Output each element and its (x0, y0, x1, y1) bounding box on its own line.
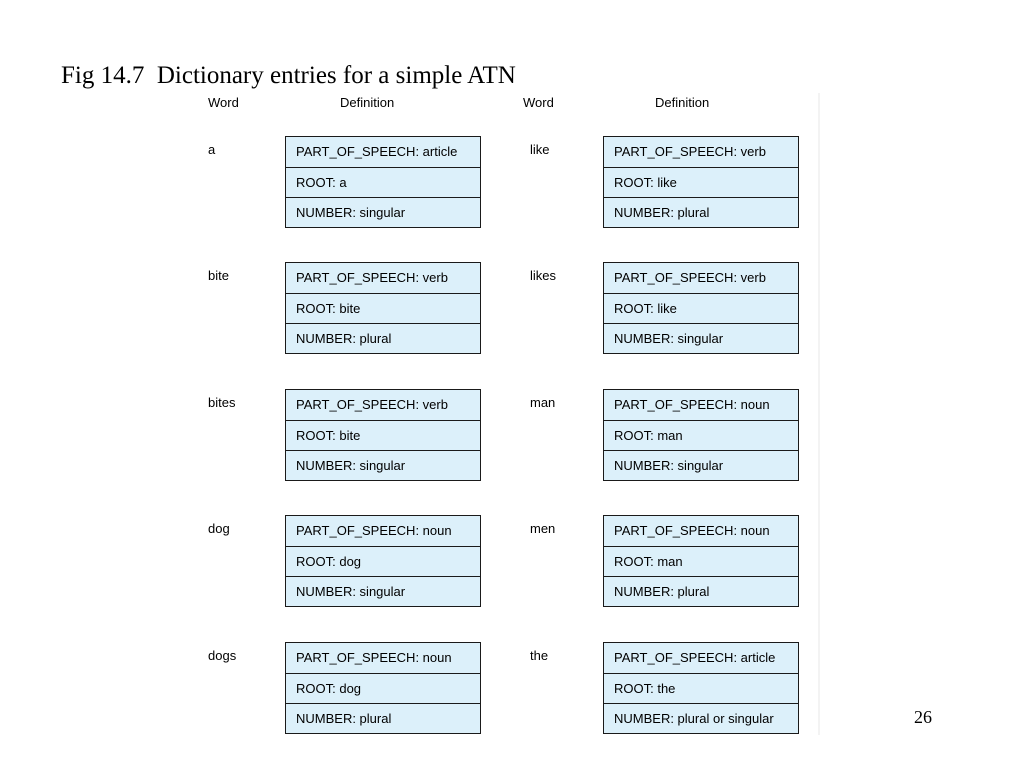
dictionary-figure (198, 93, 820, 735)
number-field: NUMBER: plural (286, 703, 480, 733)
header-definition-right: Definition (655, 95, 710, 110)
definition-box (285, 389, 481, 481)
definition-box (603, 515, 799, 607)
number-field: NUMBER: singular (286, 576, 480, 606)
root-field: ROOT: like (604, 293, 798, 323)
entry-word: man (530, 395, 556, 410)
number-field: NUMBER: plural (604, 576, 798, 606)
entry-word: like (530, 142, 550, 157)
entry-word: the (530, 648, 549, 663)
slide-title: Fig 14.7 Dictionary entries for a simple ATN (61, 62, 516, 89)
header-word-left: Word (208, 95, 239, 110)
definition-box (603, 262, 799, 354)
entry-word: dogs (208, 648, 237, 663)
number-field: NUMBER: singular (286, 450, 480, 480)
entry-word: bite (208, 268, 229, 283)
part-of-speech-field: PART_OF_SPEECH: noun (614, 523, 770, 538)
number-field: NUMBER: singular (604, 323, 798, 353)
part-of-speech-field: PART_OF_SPEECH: verb (614, 144, 766, 159)
root-field: ROOT: man (604, 420, 798, 450)
root-field: ROOT: bite (286, 420, 480, 450)
part-of-speech-field: PART_OF_SPEECH: verb (614, 270, 766, 285)
number-field: NUMBER: singular (604, 450, 798, 480)
part-of-speech-field: PART_OF_SPEECH: verb (296, 397, 448, 412)
root-field: ROOT: a (286, 167, 480, 197)
part-of-speech-field: PART_OF_SPEECH: article (614, 650, 776, 665)
part-of-speech-field: PART_OF_SPEECH: noun (296, 650, 452, 665)
entry-word: bites (208, 395, 236, 410)
page-number: 26 (914, 707, 932, 727)
entry-word: likes (530, 268, 557, 283)
root-field: ROOT: the (604, 673, 798, 703)
entry-word: men (530, 521, 556, 536)
part-of-speech-field: PART_OF_SPEECH: noun (296, 523, 452, 538)
definition-box (285, 515, 481, 607)
definition-box (603, 136, 799, 228)
root-field: ROOT: man (604, 546, 798, 576)
part-of-speech-field: PART_OF_SPEECH: verb (296, 270, 448, 285)
root-field: ROOT: dog (286, 673, 480, 703)
definition-box (603, 389, 799, 481)
root-field: ROOT: dog (286, 546, 480, 576)
definition-box (285, 136, 481, 228)
root-field: ROOT: like (604, 167, 798, 197)
entry-word: dog (208, 521, 230, 536)
number-field: NUMBER: plural (286, 323, 480, 353)
entry-word: a (208, 142, 216, 157)
number-field: NUMBER: plural (604, 197, 798, 227)
header-word-right: Word (523, 95, 554, 110)
definition-box (285, 642, 481, 734)
definition-box (603, 642, 799, 734)
figure-edge (818, 93, 820, 735)
definition-box (285, 262, 481, 354)
number-field: NUMBER: singular (286, 197, 480, 227)
number-field: NUMBER: plural or singular (604, 703, 798, 733)
header-definition-left: Definition (340, 95, 395, 110)
part-of-speech-field: PART_OF_SPEECH: article (296, 144, 458, 159)
root-field: ROOT: bite (286, 293, 480, 323)
part-of-speech-field: PART_OF_SPEECH: noun (614, 397, 770, 412)
